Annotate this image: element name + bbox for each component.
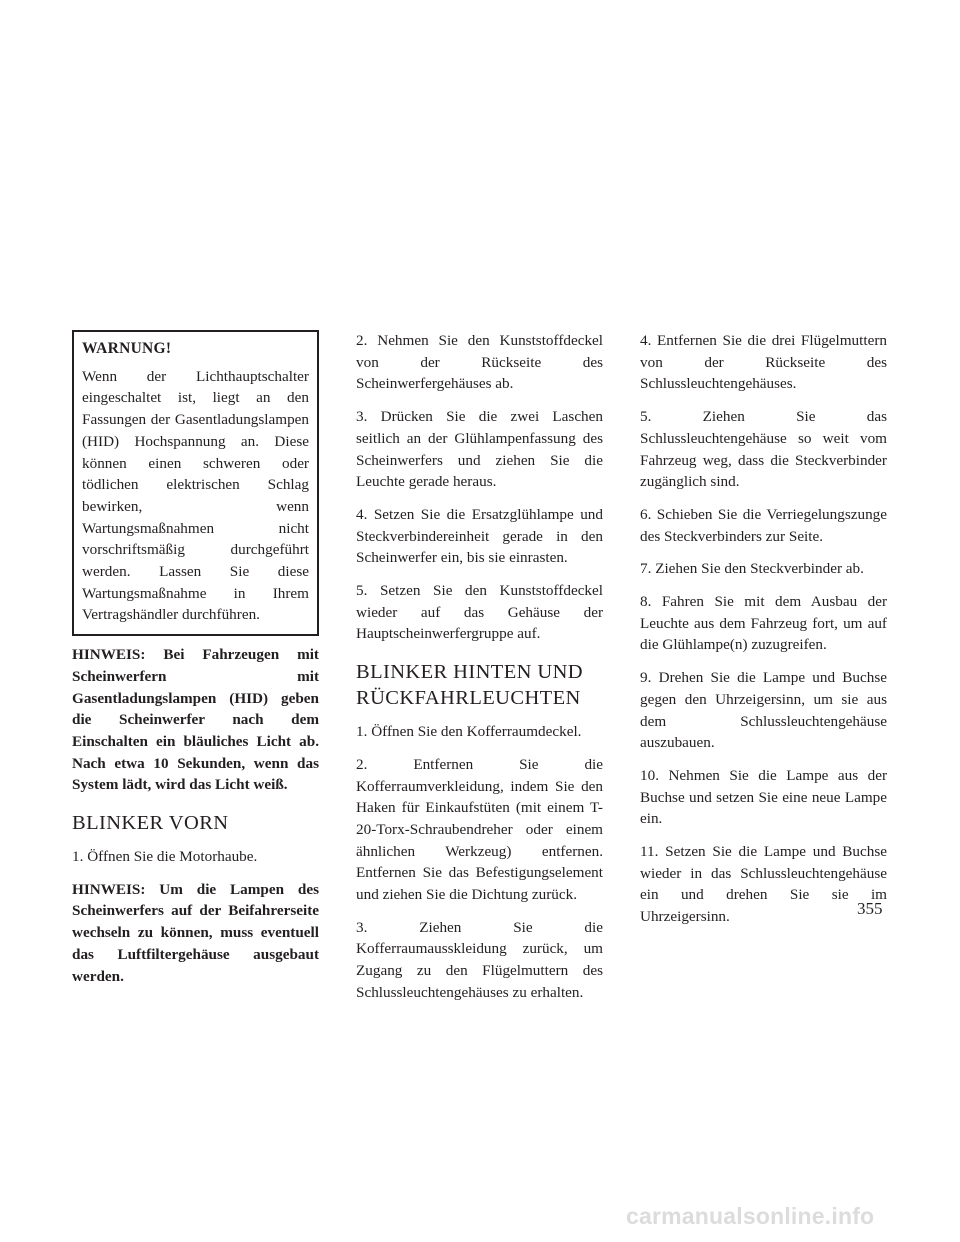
heading-blinker-vorn: BLINKER VORN <box>72 812 229 835</box>
heading-blinker-hinten <box>356 659 603 711</box>
front-step-2: 2. Nehmen Sie den Kunststoffdeckel von der Rückseite des Scheinwerfergehäuses ab. <box>356 332 603 393</box>
rear-step-2: 2. Entfernen Sie die Kofferraumverkleidung, indem Sie den Haken für Einkaufstüten (mit einem T-20-Torx-Schraubendreher oder einem ähnlichen Werkzeug) entfernen. Entfernen Sie das Befestigungselement und ziehen Sie die Dichtung zurück. <box>356 755 603 904</box>
column-middle <box>356 330 603 1015</box>
heading-line-1: BLINKER HINTEN UND <box>356 661 583 684</box>
column-right <box>640 330 887 939</box>
front-step-1: 1. Öffnen Sie die Motorhaube. <box>72 848 258 866</box>
rear-step-8: 8. Fahren Sie mit dem Ausbau der Leuchte aus dem Fahrzeug fort, um auf die Glühlampe(n) zuzugreifen. <box>640 593 887 654</box>
page-number: 355 <box>857 899 883 918</box>
hid-note: HINWEIS: Bei Fahrzeugen mit Scheinwerfern mit Gasentladungslampen (HID) geben die Scheinwerfer nach dem Einschalten ein bläuliches Licht ab. Nach etwa 10 Sekunden, wenn das System lädt, wird das Licht weiß. <box>72 646 319 794</box>
rear-step-7: 7. Ziehen Sie den Steckverbinder ab. <box>640 560 864 578</box>
rear-step-10: 10. Nehmen Sie die Lampe aus der Buchse und setzen Sie eine neue Lampe ein. <box>640 766 887 828</box>
front-step-3: 3. Drücken Sie die zwei Laschen seitlich an der Glühlampenfassung des Scheinwerfers und ziehen Sie die Leuchte gerade heraus. <box>356 408 603 491</box>
warning-text: Wenn der Lichthauptschalter eingeschaltet ist, liegt an den Fassungen der Gasentladungslampen (HID) Hochspannung an. Diese können einen schweren oder tödlichen elektrischen Schlag bewirken, wenn Wartungsmaßnahmen nicht vorschriftsmäßig durchgeführt werden. Lassen Sie diese Wartungsmaßnahme in Ihrem Vertragshändler durchführen. <box>82 367 309 624</box>
rear-step-1: 1. Öffnen Sie den Kofferraumdeckel. <box>356 723 582 741</box>
watermark: carmanualsonline.info <box>626 1203 875 1229</box>
rear-step-3: 3. Ziehen Sie die Kofferraumausskleidung zurück, um Zugang zu den Flügelmuttern des Schlussleuchtengehäuses zu erhalten. <box>356 918 603 1001</box>
front-step-5: 5. Setzen Sie den Kunststoffdeckel wieder auf das Gehäuse der Hauptscheinwerfergruppe auf. <box>356 582 603 643</box>
passenger-side-note: HINWEIS: Um die Lampen des Scheinwerfers auf der Beifahrerseite wechseln zu können, muss eventuell das Luftfiltergehäuse ausgebaut werden. <box>72 880 319 985</box>
rear-step-6: 6. Schieben Sie die Verriegelungszunge des Steckverbinders zur Seite. <box>640 505 887 545</box>
warning-box <box>72 330 319 636</box>
rear-step-4: 4. Entfernen Sie die drei Flügelmuttern von der Rückseite des Schlussleuchtengehäuses. <box>640 332 887 393</box>
front-step-4: 4. Setzen Sie die Ersatzglühlampe und Steckverbindereinheit gerade in den Scheinwerfer ein, bis sie einrasten. <box>356 505 603 567</box>
column-left <box>72 330 319 995</box>
heading-line-2: RÜCKFAHRLEUCHTEN <box>356 687 581 710</box>
rear-step-9: 9. Drehen Sie die Lampe und Buchse gegen den Uhrzeigersinn, um sie aus dem Schlussleuchtengehäuse auszubauen. <box>640 669 887 752</box>
rear-step-11: 11. Setzen Sie die Lampe und Buchse wieder in das Schlussleuchtengehäuse ein und drehen Sie sie im Uhrzeigersinn. <box>640 843 887 926</box>
warning-title: WARNUNG! <box>82 340 172 357</box>
rear-step-5: 5. Ziehen Sie das Schlussleuchtengehäuse so weit vom Fahrzeug weg, dass die Steckverbinder zugänglich sind. <box>640 408 887 491</box>
